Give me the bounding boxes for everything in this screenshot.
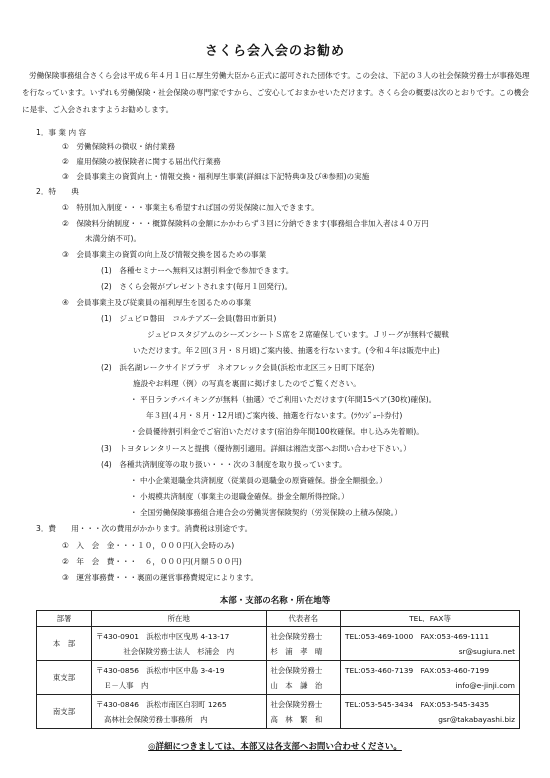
benefit-item-4-2: (2) 浜名湖レークサイドプラザ ネオフレック会員(浜松市北区三ヶ日町下尾奈) (101, 363, 375, 372)
intro-paragraph: 労働保険事務組合さくら会は平成６年４月１日に厚生労働大臣から正式に認可された団体です。この会は、下記の３人の社会保険労務士が事務処理を行なっています。いずれも労働保険・社会保険の専門家ですから、ご安心しておまかせいただけます。さくら会の概要は次のとおりです。この機会に是非、ご入会されますようお勧めします。 (22, 71, 530, 114)
benefit-item-4-3: (3) トヨタレンタリースと提携（優待割引適用。詳細は湘浩支部へお問い合わせ下さい。） (101, 444, 411, 453)
address-cell (92, 695, 267, 729)
header-contact: TEL．FAX等 (341, 611, 520, 627)
section-heading-business: 1．事 業 内 容 (36, 128, 87, 137)
benefit-item-4-1-desc: ジュビロスタジアムのシーズンシートＳ席を２席確保しています。Ｊリーグが無料で観戦 (147, 330, 449, 339)
address-line: 〒430-0846 浜松市南区白羽町 1265 (96, 699, 227, 709)
section-heading-benefits: 2．特 典 (36, 187, 79, 196)
benefit-item-3-2: (2) さくら会報がプレゼントされます(毎月１回発行)。 (101, 282, 293, 291)
benefit-item-2-cont: 未満分納不可)。 (85, 234, 142, 243)
benefit-item-4-2-lunch2: 年３回(４月・８月・12月頃)ご案内後、抽選を行ないます。(ﾗｳﾝｼﾞｭｰﾄ券付) (146, 411, 403, 420)
address-line: 〒430-0856 浜松市中区中島 3-4-19 (96, 665, 225, 675)
dept-cell: 東支部 (37, 661, 92, 695)
offices-table (36, 610, 520, 729)
address-cell (92, 627, 267, 661)
offices-table-title: 本部・支部の名称・所在地等 (219, 596, 331, 606)
representative-cell (266, 661, 341, 695)
representative-name: 杉 浦 孝 晴 (270, 646, 323, 656)
header-representative: 代表者名 (266, 611, 341, 627)
email: info@e-jinji.com (455, 680, 515, 690)
benefit-item-4-4: (4) 各種共済制度等の取り扱い・・・次の３制度を取り扱っています。 (101, 460, 347, 469)
benefit-item-3-1: (1) 各種セミナーへ無料又は割引料金で参加できます。 (101, 266, 294, 275)
representative-title: 社会保険労務士 (270, 699, 323, 709)
table-row (37, 695, 520, 729)
tel-fax: TEL:053-469-1000 FAX:053-469-1111 (345, 631, 490, 641)
section-heading-fees: 3．費 用・・・次の費用がかかります。消費税は別途です。 (36, 524, 253, 533)
representative-name: 高 林 繁 和 (270, 714, 323, 724)
table-row (37, 661, 520, 695)
contact-cell (341, 627, 520, 661)
contact-cell (341, 661, 520, 695)
benefit-item-3: ③ 会員事業主の資質の向上及び情報交換を図るための事業 (62, 250, 267, 259)
address-line: 〒430-0901 浜松市中区曳馬 4-13-17 (96, 631, 230, 641)
email: gsr@takabayashi.biz (438, 714, 515, 724)
benefit-item-4-1: (1) ジュビロ磐田 コルテアズー会員(磐田市新貝) (101, 314, 277, 323)
dept-cell: 本 部 (37, 627, 92, 661)
representative-title: 社会保険労務士 (270, 665, 323, 675)
fee-item-2: ② 年 会 費・・・ ６，０００円(月額５００円) (62, 557, 242, 566)
address-office: 高林社会保険労務士事務所 内 (104, 714, 208, 724)
table-row (37, 627, 520, 661)
benefit-item-1: ① 特別加入制度・・・事業主も希望すれば国の労災保険に加入できます。 (62, 203, 319, 212)
header-address: 所在地 (92, 611, 267, 627)
business-item-1: ① 労働保険料の徴収・納付業務 (62, 142, 176, 151)
benefit-item-4-1-desc2: いただけます。年２回(３月・８月頃)ご案内後、抽選を行ないます。(令和４年は販売中止) (133, 346, 440, 355)
footer-note-text: ◎詳細につきましては、本部又は各支部へお問い合わせください。 (148, 742, 402, 752)
address-office: Ｅ－人事 内 (104, 680, 149, 690)
email: sr@sugiura.net (458, 646, 515, 656)
business-item-2: ② 雇用保険の被保険者に関する届出代行業務 (62, 157, 221, 166)
contact-cell (341, 695, 520, 729)
dept-cell: 南支部 (37, 695, 92, 729)
address-office: 社会保険労務士法人 杉浦会 内 (123, 646, 235, 656)
header-dept: 部署 (37, 611, 92, 627)
tel-fax: TEL:053-460-7139 FAX:053-460-7199 (345, 665, 490, 675)
address-cell (92, 661, 267, 695)
benefit-item-4-2-lunch: ・ 平日ランチバイキングが無料（抽選）でご利用いただけます(年間15ペア(30枚)確保)。 (130, 395, 437, 404)
representative-cell (266, 695, 341, 729)
document-title: さくら会入会のお勧め (204, 44, 345, 59)
footer-note (0, 740, 550, 752)
benefit-item-4-2-desc: 施設やお料理（例）の写真を裏面に掲げましたのでご覧ください。 (133, 379, 361, 388)
benefit-item-4: ④ 会員事業主及び従業員の福利厚生を図るための事業 (62, 298, 252, 307)
table-header-row (37, 611, 520, 627)
fee-item-3: ③ 運営事務費・・・裏面の運営事務費規定によります。 (62, 573, 259, 582)
representative-title: 社会保険労務士 (270, 631, 323, 641)
benefit-item-4-4-b: ・ 小規模共済制度（事業主の退職金確保。掛金全額所得控除。） (130, 492, 349, 501)
benefit-item-4-4-a: ・ 中小企業退職金共済制度（従業員の退職金の原資確保。掛金全額損金。） (130, 476, 387, 485)
tel-fax: TEL:053-545-3434 FAX:053-545-3435 (345, 699, 490, 709)
representative-cell (266, 627, 341, 661)
benefit-item-4-2-stay: ・会員優待割引料金でご宿泊いただけます(宿泊券年間100枚確保。申し込み先着順)。 (130, 427, 424, 436)
fee-item-1: ① 入 会 金・・・１０，０００円(入会時のみ) (62, 541, 235, 550)
benefit-item-2: ② 保険料分納制度・・・概算保険料の金額にかかわらず３回に分納できます(事務組合非加入者は４０万円 (62, 219, 429, 228)
benefit-item-4-4-c: ・ 全国労働保険事務組合連合会の労働災害保険契約（労災保険の上積み保険。） (130, 508, 402, 517)
business-item-3: ③ 会員事業主の資質向上・情報交換・福利厚生事業(詳細は下記特典③及び④参照)の実施 (62, 172, 370, 181)
representative-name: 山 本 謙 治 (270, 680, 323, 690)
